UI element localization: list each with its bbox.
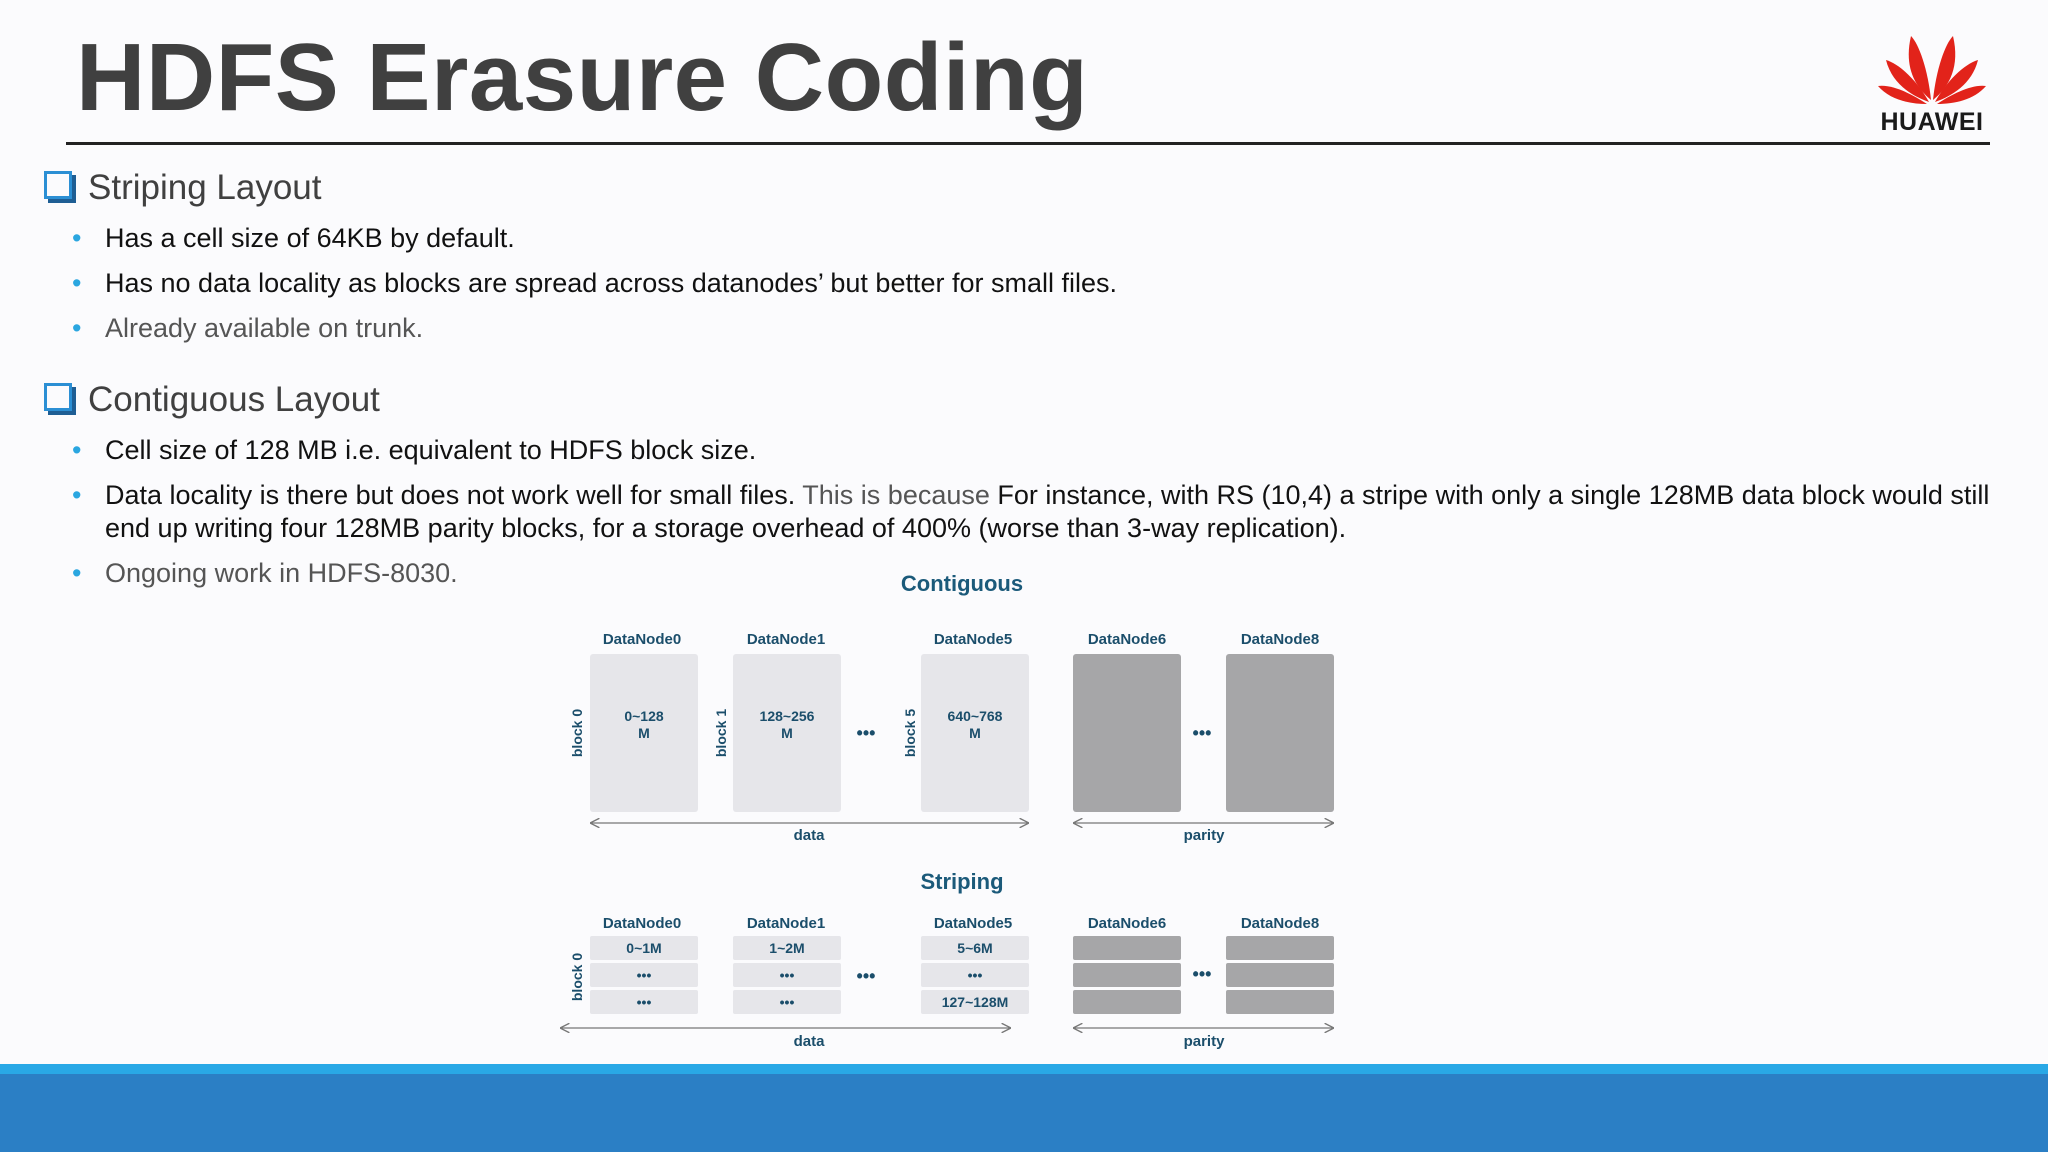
block-range-unit: M [638,725,650,741]
striping-diagram-title: Striping [920,869,1004,894]
brand-name: HUAWEI [1880,108,1984,136]
list-item: • Has no data locality as blocks are spread across datanodes’ but better for small files. [72,267,2002,300]
block-label: block 5 [902,708,918,758]
parity-cell [1073,936,1181,960]
ellipsis-dots: ••• [856,723,876,743]
checkbox-bullet-icon [44,383,72,411]
parity-block [1073,654,1181,812]
node-label: DataNode5 [933,631,1013,648]
cell-range: ••• [779,967,795,983]
node-label: DataNode1 [746,631,826,648]
block-range-unit: M [781,725,793,741]
block-label: block 0 [569,708,585,758]
ellipsis-dots: ••• [1192,964,1212,984]
node-label: DataNode5 [933,915,1013,932]
node-label: DataNode8 [1240,915,1320,932]
parity-cell [1226,936,1334,960]
section-heading-label: Contiguous Layout [88,380,380,419]
parity-cell [1226,963,1334,987]
data-label: data [793,827,825,844]
slide-title: HDFS Erasure Coding [76,24,1089,131]
parity-cell [1073,963,1181,987]
list-item: • Cell size of 128 MB i.e. equivalent to HDFS block size. [72,434,2002,467]
footer-bar [0,1074,2048,1152]
list-item-text: Data locality is there but does not work well for small files. [105,480,796,510]
parity-label: parity [1183,827,1225,844]
data-label: data [793,1033,825,1050]
section-heading-label: Striping Layout [88,168,322,207]
block-range: 640~768 [947,708,1003,724]
striping-bullet-list [72,222,2002,357]
list-item-aside: This is because [802,480,990,510]
parity-label: parity [1183,1033,1225,1050]
block-range: 128~256 [759,708,815,724]
node-label: DataNode0 [602,915,682,932]
parity-block [1226,654,1334,812]
erasure-coding-diagram [560,560,1360,1060]
block-range-unit: M [969,725,981,741]
list-item-text-continued: For instance, with RS (10,4) a stripe with only a single 128MB data block would still end up writing four 128MB parity blocks, for a storage overhead of 400% (worse than 3-way replication). [105,480,1990,543]
cell-range: ••• [967,967,983,983]
list-item: • Has a cell size of 64KB by default. [72,222,2002,255]
section-heading-contiguous [44,380,380,420]
list-item: • Already available on trunk. [72,312,2002,345]
cell-range: ••• [636,967,652,983]
cell-range: 1~2M [769,940,805,956]
block-range: 0~128 [624,708,664,724]
section-heading-striping [44,168,321,208]
node-label: DataNode0 [602,631,682,648]
node-label: DataNode6 [1087,631,1167,648]
node-label: DataNode8 [1240,631,1320,648]
ellipsis-dots: ••• [856,966,876,986]
block-label: block 0 [569,952,585,1002]
list-item [72,479,2002,545]
huawei-logo [1874,16,1994,136]
checkbox-bullet-icon [44,171,72,199]
cell-range: 127~128M [941,994,1009,1010]
cell-range: 5~6M [957,940,993,956]
footer-accent-stripe [0,1064,2048,1074]
title-divider [66,142,1990,145]
cell-range: ••• [779,994,795,1010]
layout-diagram-svg [560,560,1360,1060]
huawei-petals-icon [1874,16,1990,108]
contiguous-diagram-title: Contiguous [900,571,1024,596]
cell-range: ••• [636,994,652,1010]
parity-cell [1073,990,1181,1014]
list-item: • Ongoing work in HDFS-8030. [72,557,2002,590]
node-label: DataNode6 [1087,915,1167,932]
node-label: DataNode1 [746,915,826,932]
parity-cell [1226,990,1334,1014]
block-label: block 1 [713,708,729,758]
ellipsis-dots: ••• [1192,723,1212,743]
cell-range: 0~1M [626,940,662,956]
